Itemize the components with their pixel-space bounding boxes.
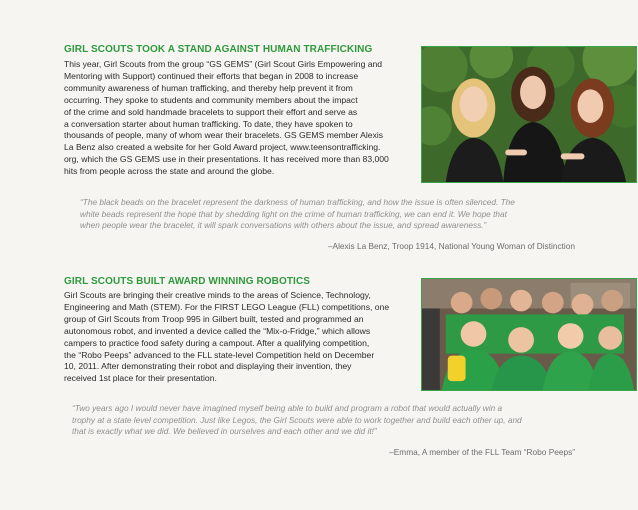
photo-robotics-team-image <box>422 279 636 390</box>
body-line: This year, Girl Scouts from the group “GS GEMS” (Girl Scout Girls Empowering and <box>64 59 383 69</box>
quote-attribution: –Emma, A member of the FLL Team “Robo Peeps” <box>389 447 575 457</box>
body-line: hits from people across the state and around the globe. <box>64 166 275 177</box>
section-heading: GIRL SCOUTS BUILT AWARD WINNING ROBOTICS <box>64 276 311 287</box>
body-line: community awareness of human trafficking, and thereby help prevent it from <box>64 82 353 93</box>
photo-three-girls <box>421 46 637 183</box>
body-line: received 1st place for their presentation. <box>64 373 217 384</box>
section-heading: GIRL SCOUTS TOOK A STAND AGAINST HUMAN TRAFFICKING <box>64 44 373 55</box>
quote-block <box>72 403 522 438</box>
body-line: Mentoring with Support) continued their efforts that began in 2008 to increase <box>64 70 359 81</box>
section-body <box>64 290 389 385</box>
body-line: Engineering and Math (STEM). For the FIRST LEGO League (FLL) competitions, one <box>64 301 390 312</box>
body-line: group of Girl Scouts from Troop 995 in Gilbert built, tested and programmed an <box>64 313 364 324</box>
quote-line: “The black beads on the bracelet represent the darkness of human trafficking, and how the issue is often silenced. The <box>80 197 515 207</box>
body-line: a conversation starter about human trafficking. To date, they have spoken to <box>64 118 353 129</box>
body-line: org, which the GS GEMS use in their presentations. It has received more than 83,000 <box>64 154 389 165</box>
quote-attribution: –Alexis La Benz, Troop 1914, National Young Woman of Distinction <box>327 241 575 251</box>
body-line: thousands of people, many of whom wear their bracelets. GS GEMS member Alexis <box>64 130 384 141</box>
photo-robotics-team <box>421 278 637 391</box>
body-line: Girl Scouts are bringing their creative minds to the areas of Science, Technology, <box>64 290 371 300</box>
quote-line: trophy at a state level competition. Just like Legos, the Girl Scouts were able to work together and build each other up, and <box>72 414 522 425</box>
quote-line: that is exactly what we did. We believed in ourselves and each other and we did it!” <box>72 426 377 437</box>
body-line: the “Robo Peeps” advanced to the FLL state-level Competition held on December <box>64 349 375 360</box>
body-line: occurring. They spoke to students and community members about the impact <box>64 94 358 105</box>
body-line: of the crime and sold handmade bracelets to support their effort and serve as <box>64 106 358 117</box>
photo-three-girls-image <box>422 47 636 182</box>
body-line: autonomous robot, and invented a device called the “Mix-o-Fridge,” which allows <box>64 325 371 336</box>
quote-line: “Two years ago I would never have imagined myself being able to build and program a robot that would actually win a <box>72 403 503 413</box>
section-body <box>64 59 389 178</box>
body-line: La Benz also created a website for her Gold Award project, www.teensontrafficking. <box>64 142 381 153</box>
body-line: 10, 2011. After demonstrating their robot and displaying their invention, they <box>64 361 352 372</box>
quote-line: when people wear the bracelet, it will spark conversations with others about the issue, and spread awareness.” <box>80 220 487 231</box>
quote-block <box>80 197 515 232</box>
body-line: campers to practice food safety during a campout. After a qualifying competition, <box>64 337 370 348</box>
quote-line: white beads represent the hope that by shedding light on the crime of human trafficking, we can end it. We hope that <box>80 208 507 219</box>
